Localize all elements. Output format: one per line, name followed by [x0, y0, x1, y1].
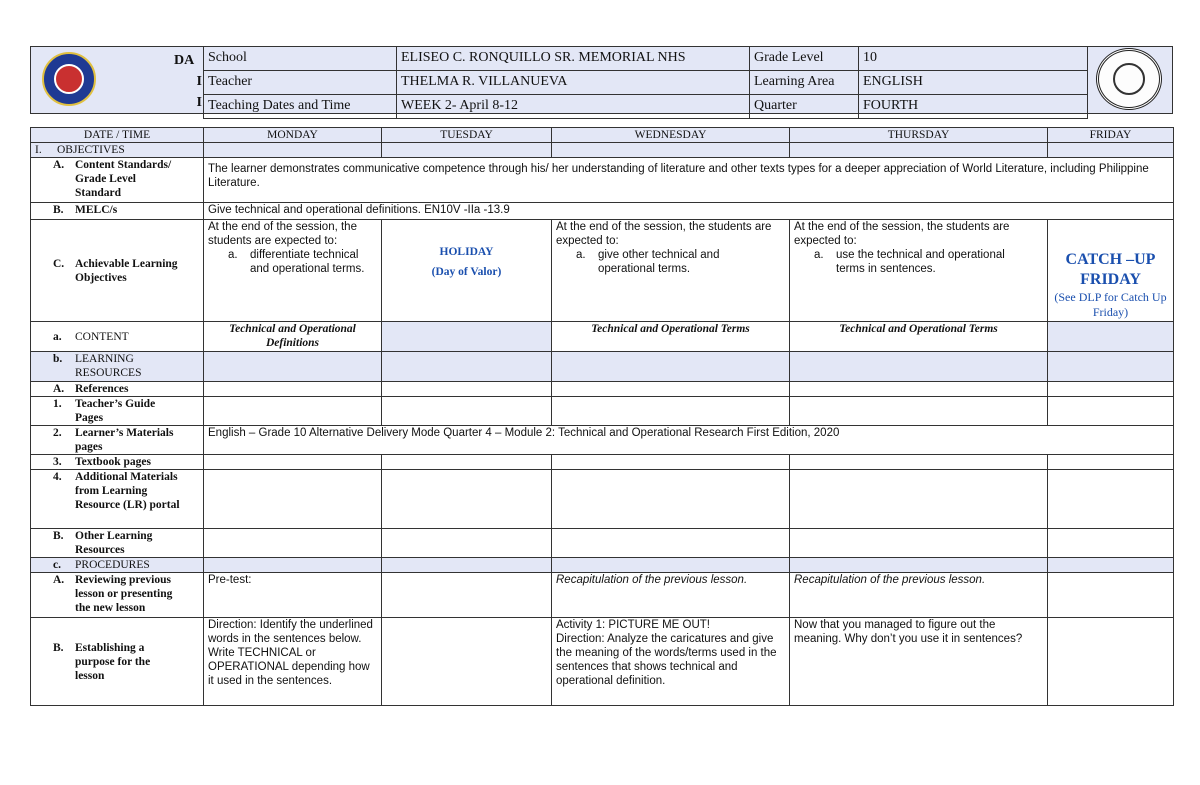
content-row: a. CONTENT Technical and Operational Definitions Technical and Operational Terms Technical and Operational Terms [31, 322, 1174, 352]
wed-objective-intro: At the end of the session, the students are expected to: [556, 221, 772, 247]
header-table [203, 46, 1088, 119]
thu-content: Technical and Operational Terms [790, 322, 1048, 352]
mon-content: Technical and Operational Definitions [204, 322, 382, 352]
quarter-value: FOURTH [859, 95, 1088, 119]
deped-seal-icon [42, 52, 96, 106]
wed-establishing: Direction: Analyze the caricatures and give the meaning of the words/terms used in the sentences that shows technical and operational definition. [556, 633, 777, 687]
quarter-label: Quarter [750, 95, 859, 119]
holiday-subtitle: (Day of Valor) [431, 266, 502, 278]
thu-reviewing: Recapitulation of the previous lesson. [790, 573, 1048, 618]
teacher-label: Teacher [204, 71, 397, 95]
school-value: ELISEO C. RONQUILLO SR. MEMORIAL NHS [397, 47, 750, 71]
wed-content: Technical and Operational Terms [552, 322, 790, 352]
thu-objective-intro: At the end of the session, the students are expected to: [794, 221, 1010, 247]
learning-resources-row: b. LEARNING RESOURCES [31, 352, 1174, 382]
col-thursday: THURSDAY [790, 128, 1048, 143]
textbook-row: 3. Textbook pages [31, 455, 1174, 470]
content-standards-text: The learner demonstrates communicative competence through his/ her understanding of literature and other texts types for a deeper appreciation of World Literature, including Philippine Literature. [204, 158, 1174, 203]
holiday-title: HOLIDAY [439, 246, 494, 258]
wed-activity-title: Activity 1: PICTURE ME OUT! [556, 619, 710, 631]
mon-objective-intro: At the end of the session, the students are expected to: [208, 221, 357, 247]
reviewing-row: A. Reviewing previous lesson or presenting the new lesson Pre-test: Recapitulation of the previous lesson. Recapitulation of the previous lesson. [31, 573, 1174, 618]
establishing-purpose-row: B. Establishing a purpose for the lesson Direction: Identify the underlined words in the sentences below. Write TECHNICAL or OPERATIONAL depending how it used in the sentences. Activity 1: PICTURE ME OUT! Direction: Analyze the caricatures and give the meaning of the words/terms used in the sentences that shows technical and operational definition. Now that you managed to figure out the meaning. Why don’t you use it in sentences? [31, 618, 1174, 706]
division-seal-icon [1096, 48, 1162, 110]
mon-reviewing: Pre-test: [204, 573, 382, 618]
col-monday: MONDAY [204, 128, 382, 143]
melcs-text: Give technical and operational definitions. EN10V -IIa -13.9 [204, 203, 1174, 220]
teacher-value: THELMA R. VILLANUEVA [397, 71, 750, 95]
teaching-dates-label: Teaching Dates and Time [204, 95, 397, 119]
col-datetime: DATE / TIME [31, 128, 204, 143]
grade-level-value: 10 [859, 47, 1088, 71]
col-friday: FRIDAY [1048, 128, 1174, 143]
learning-area-value: ENGLISH [859, 71, 1088, 95]
mon-establishing: Direction: Identify the underlined words in the sentences below. Write TECHNICAL or OPERATIONAL depending how it used in the sentences. [204, 618, 382, 706]
other-resources-row: B. Other Learning Resources [31, 529, 1174, 558]
dll-title-fragment: DA I I [174, 53, 202, 110]
catch-up-friday-title: CATCH –UP FRIDAY [1065, 251, 1156, 288]
wed-reviewing: Recapitulation of the previous lesson. [552, 573, 790, 618]
dll-main-table [30, 127, 1174, 706]
content-standards-row: A. Content Standards/ Grade Level Standard The learner demonstrates communicative competence through his/ her understanding of literature and other texts types for a deeper appreciation of World Literature, including Philippine Literature. [31, 158, 1174, 203]
references-row: A. References [31, 382, 1174, 397]
wed-objective-item: give other technical and operational terms. [598, 249, 720, 275]
catch-up-friday-note: (See DLP for Catch Up Friday) [1054, 290, 1167, 319]
lm-pages-row: 2. Learner’s Materials pages English – Grade 10 Alternative Delivery Mode Quarter 4 – Module 2: Technical and Operational Research First Edition, 2020 [31, 426, 1174, 455]
melcs-row: B. MELC/s Give technical and operational definitions. EN10V -IIa -13.9 [31, 203, 1174, 220]
tg-pages-row: 1. Teacher’s Guide Pages [31, 397, 1174, 426]
objectives-row: I. OBJECTIVES [31, 143, 1174, 158]
school-label: School [204, 47, 397, 71]
mon-objective-item: differentiate technical and operational terms. [250, 249, 365, 275]
day-header-row [31, 128, 1174, 143]
thu-establishing: Now that you managed to figure out the meaning. Why don’t you use it in sentences? [790, 618, 1048, 706]
procedures-row: c. PROCEDURES [31, 558, 1174, 573]
lm-pages-text: English – Grade 10 Alternative Delivery Mode Quarter 4 – Module 2: Technical and Operational Research First Edition, 2020 [204, 426, 1174, 455]
col-tuesday: TUESDAY [382, 128, 552, 143]
teaching-dates-value: WEEK 2- April 8-12 [397, 95, 750, 119]
achievable-objectives-row: C. Achievable Learning Objectives At the end of the session, the students are expected to: a. differentiate technical and operational terms. HOLIDAY (Day of Valor) At the end of the session, the students are expected to: a. give other technical and operational terms. At the end of the session, the students are expected to: a. use the technical and operational terms in sentences. CATCH –UP FRIDAY (See DLP for Catch Up Friday) [31, 220, 1174, 322]
learning-area-label: Learning Area [750, 71, 859, 95]
col-wednesday: WEDNESDAY [552, 128, 790, 143]
grade-level-label: Grade Level [750, 47, 859, 71]
thu-objective-item: use the technical and operational terms in sentences. [836, 249, 1005, 275]
additional-materials-row: 4. Additional Materials from Learning Resource (LR) portal [31, 470, 1174, 529]
